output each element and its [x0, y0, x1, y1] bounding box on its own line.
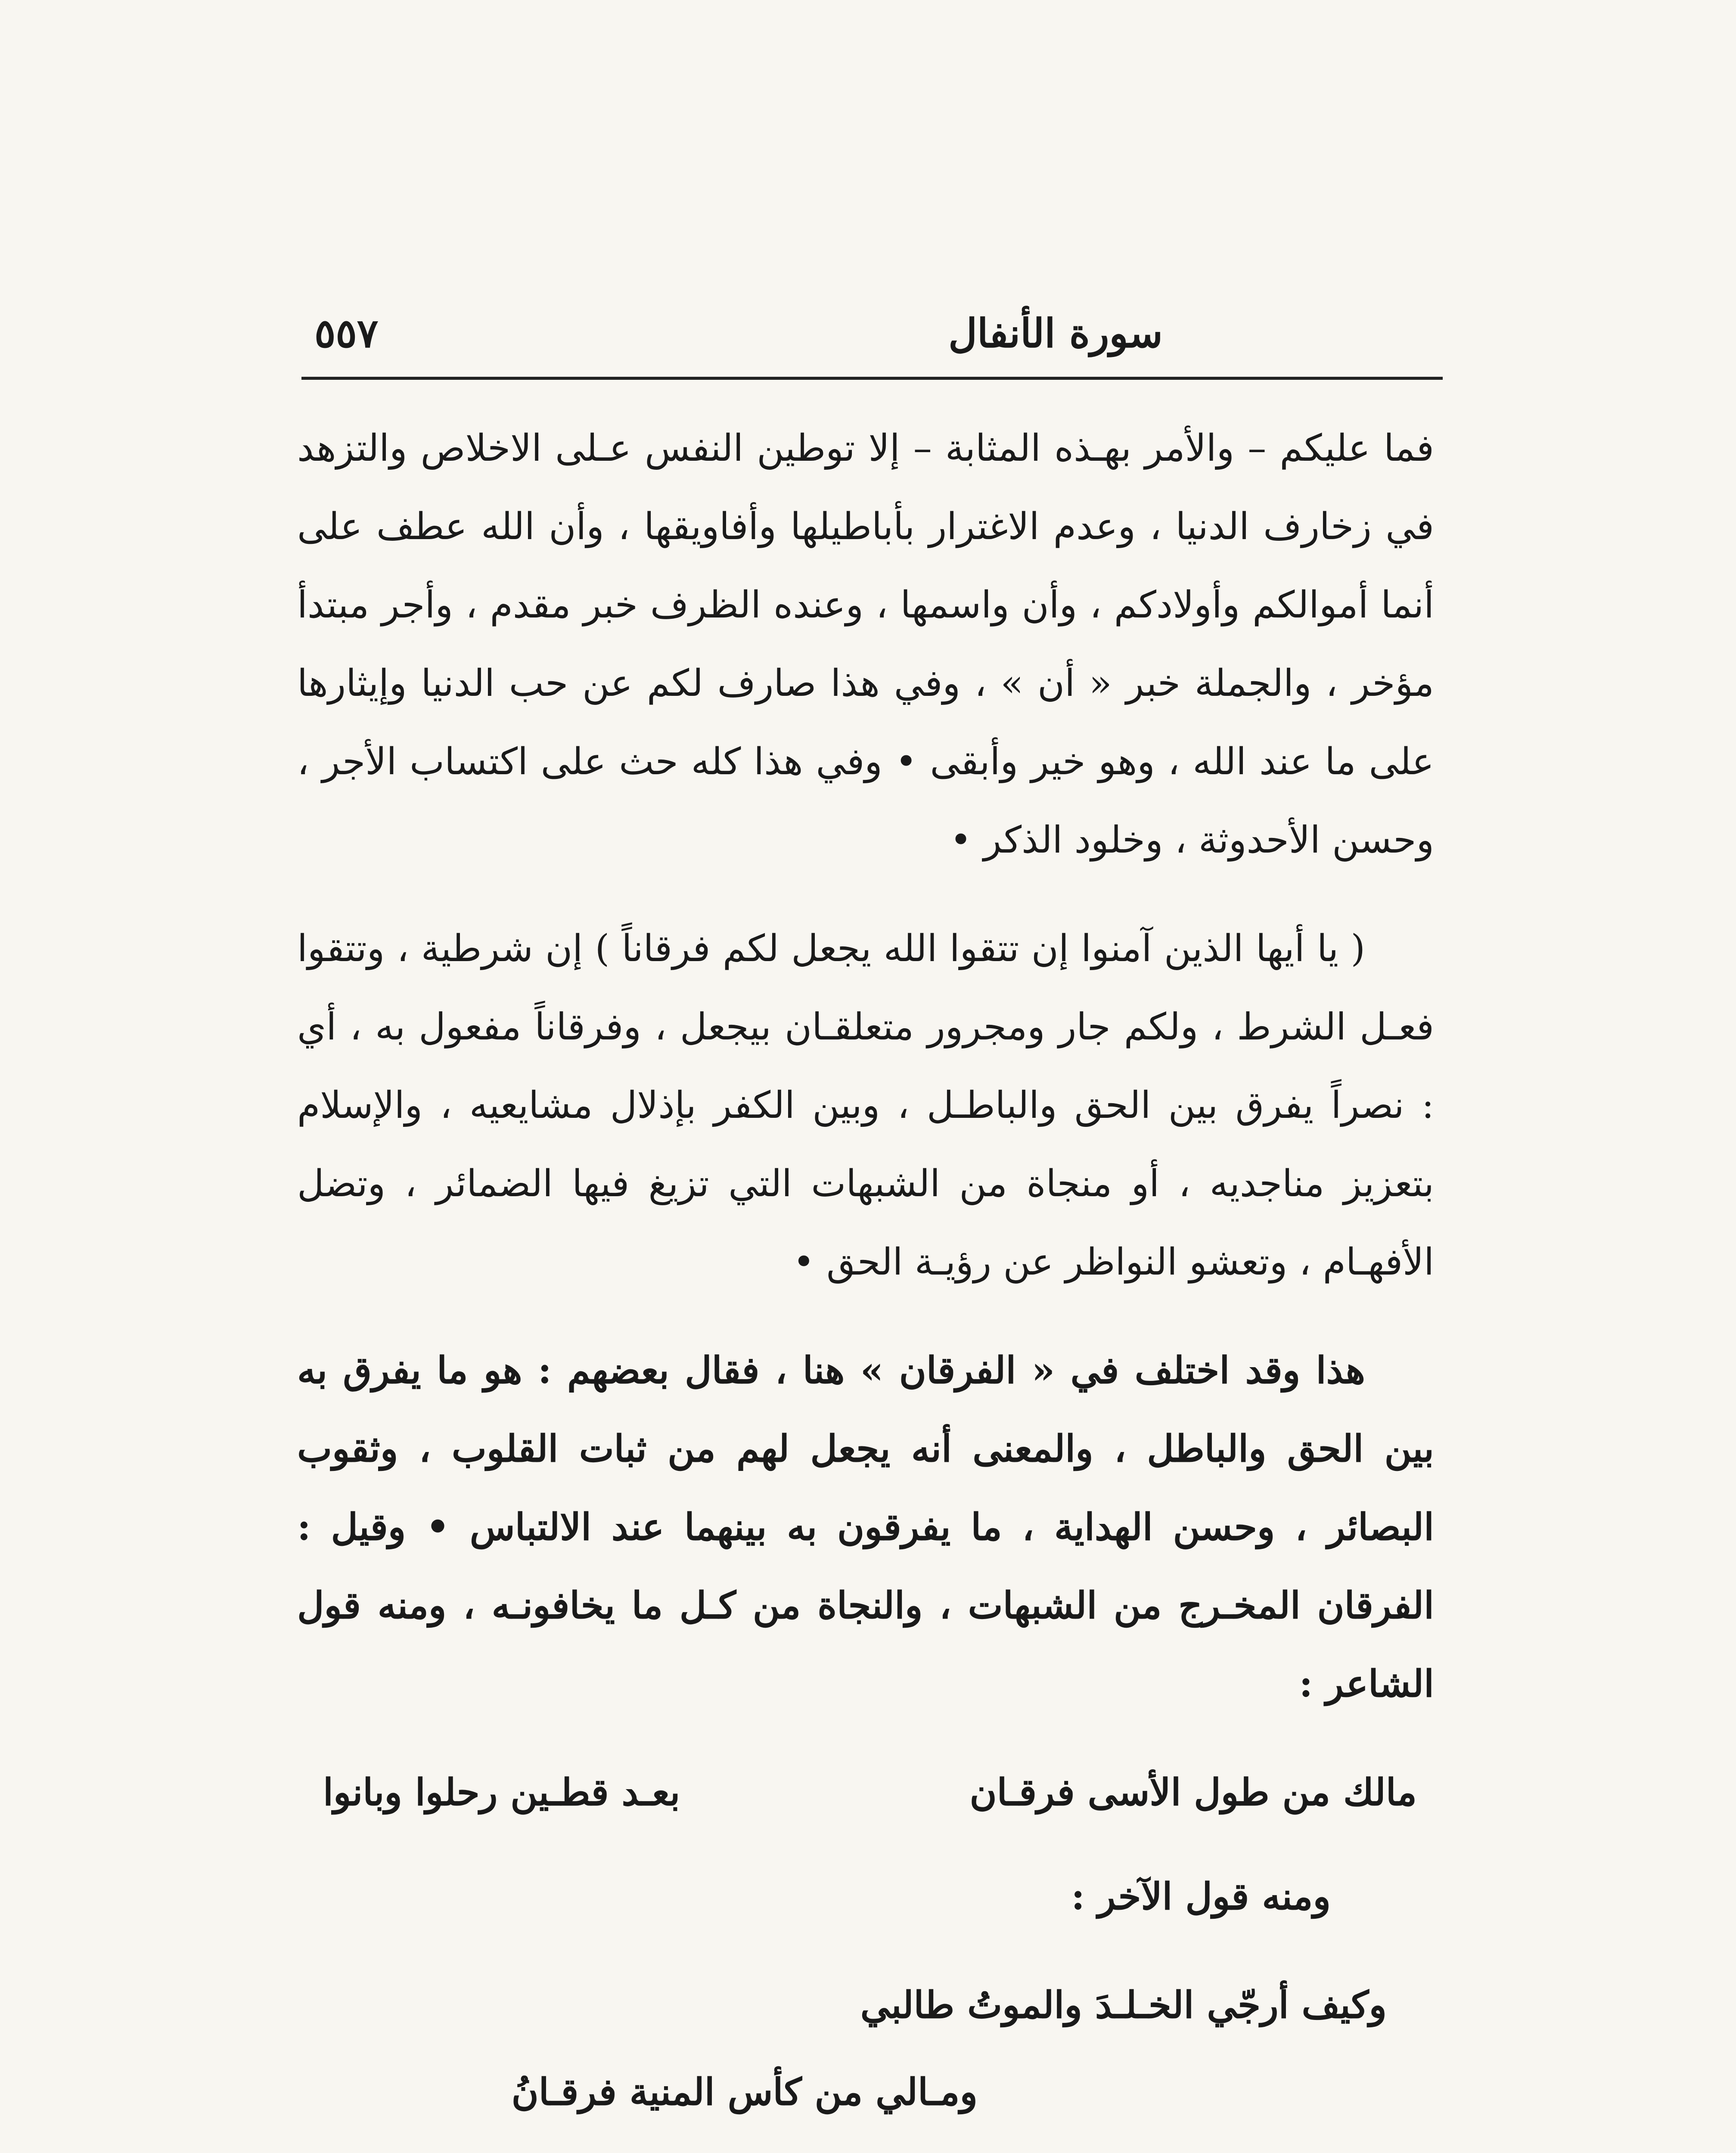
page-number: ٥٥٧ — [314, 310, 379, 357]
page-body — [297, 409, 1434, 2131]
surah-title: سورة الأنفال — [948, 310, 1163, 357]
verse-2-intro: ومنه قول الآخر : — [1071, 1875, 1331, 1918]
page-header — [301, 301, 1443, 370]
header-divider — [301, 377, 1443, 380]
verse-1 — [323, 1753, 1417, 1832]
verse-1-first-hemistich: مالك من طول الأسى فرقـان — [969, 1771, 1417, 1814]
paragraph-2: ( يا أيها الذين آمنوا إن تتقوا الله يجعل لكم فرقاناً ) إن شرطية ، وتتقوا فعـل الشرط ، ولكم جار ومجرور متعلقـان بيجعل ، وفرقاناً مفعول به ، أي : نصراً يفرق بين الحق والباطـل ، وبين الكفر بإذلال مشايعيه ، والإسلام بتعزيز مناجديه ، أو منجاة من الشبهات التي تزيغ فيها الضمائر ، وتضل الأفهـام ، وتعشو النواظر عن رؤيـة الحق • — [297, 927, 1434, 1284]
verse-1-second-hemistich: بعـد قطـين رحلوا وبانوا — [323, 1771, 680, 1814]
verse-2-line-2: ومـالي من كأس المنية فرقـانُ — [511, 2070, 978, 2114]
verse-2-line-1: وكيف أرجّي الخـلـدَ والموتُ طالبي — [860, 1983, 1387, 2027]
paragraph-3: هذا وقد اختلف في « الفرقان » هنا ، فقال بعضهم : هو ما يفرق به بين الحق والباطل ، والمعنى أنه يجعل لهم من ثبات القلوب ، وثقوب البصائر ، وحسن الهداية ، ما يفرقون به بينهما عند الالتباس • وقيل : الفرقان المخـرج من الشبهات ، والنجاة من كـل ما يخافونـه ، ومنه قول الشاعر : — [297, 1349, 1434, 1706]
paragraph-1: فما عليكم – والأمر بهـذه المثابة – إلا توطين النفس عـلى الاخلاص والتزهد في زخارف الدنيا ، وعدم الاغترار بأباطيلها وأفاويقها ، وأن الله عطف على أنما أموالكم وأولادكم ، وأن واسمها ، وعنده الظرف خبر مقدم ، وأجر مبتدأ مؤخر ، والجملة خبر « أن » ، وفي هذا صارف لكم عن حب الدنيا وإيثارها على ما عند الله ، وهو خير وأبقى • وفي هذا كله حث على اكتساب الأجر ، وحسن الأحدوثة ، وخلود الذكر • — [297, 427, 1434, 862]
